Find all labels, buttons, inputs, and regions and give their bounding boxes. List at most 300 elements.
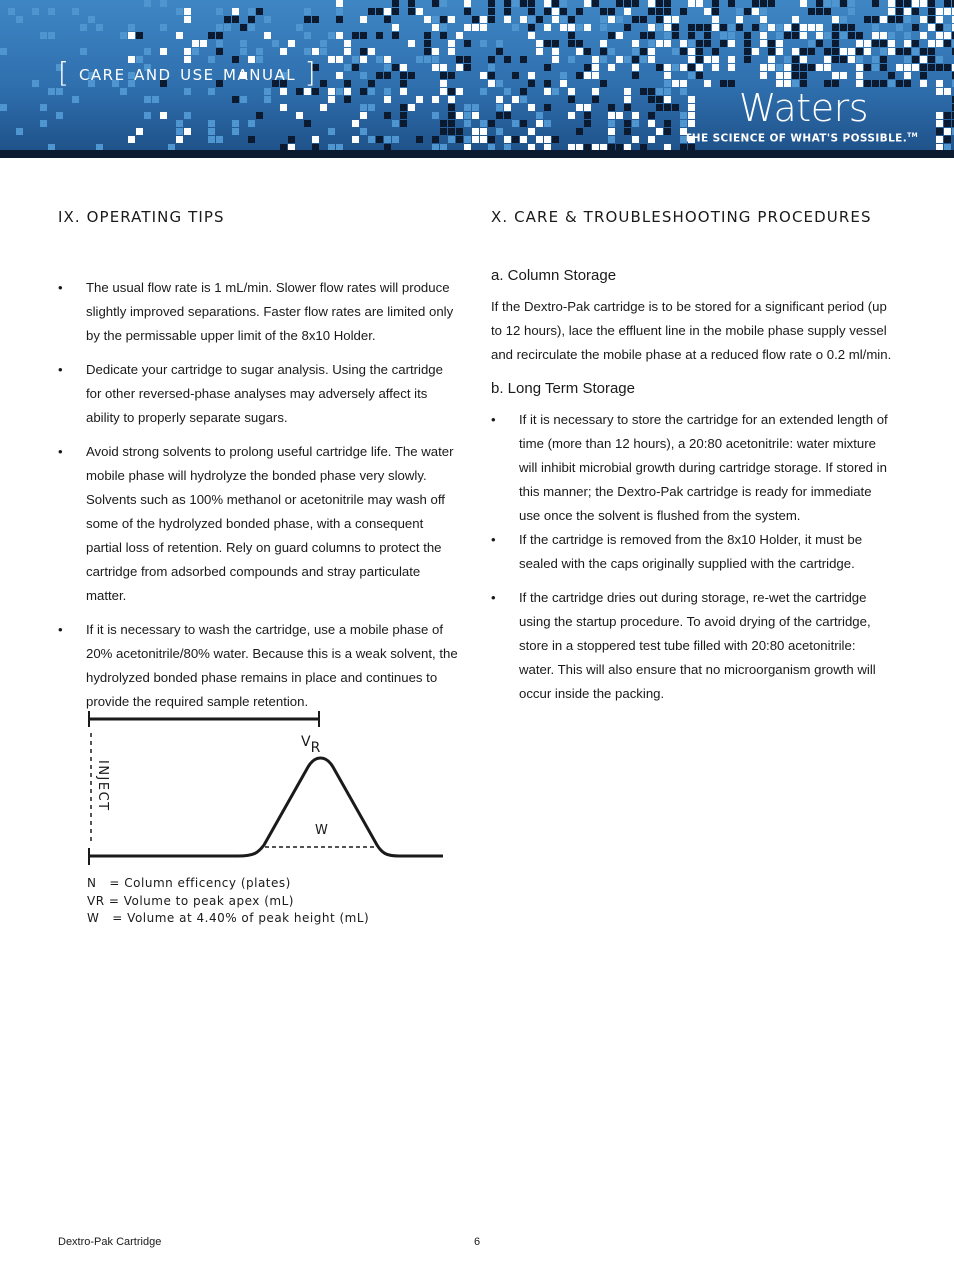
pixel-square [520,88,527,95]
pixel-square [616,0,623,7]
pixel-square [560,0,567,7]
pixel-square [384,72,391,79]
pixel-square [792,32,799,39]
pixel-square [568,24,575,31]
pixel-square [464,0,471,7]
pixel-square [480,40,487,47]
pixel-square [688,72,695,79]
pixel-square [664,16,671,23]
pixel-square [544,64,551,71]
pixel-square [672,64,679,71]
pixel-square [440,144,447,151]
pixel-square [936,16,943,23]
pixel-square [32,80,39,87]
pixel-square [344,48,351,55]
pixel-square [528,0,535,7]
pixel-square [688,24,695,31]
pixel-square [136,32,143,39]
pixel-square [432,16,439,23]
pixel-square [888,0,895,7]
pixel-square [752,24,759,31]
pixel-square [360,128,367,135]
pixel-square [360,104,367,111]
pixel-square [688,96,695,103]
pixel-square [688,48,695,55]
pixel-square [760,8,767,15]
pixel-square [488,0,495,7]
pixel-square [824,48,831,55]
pixel-square [704,24,711,31]
pixel-square [352,56,359,63]
pixel-square [528,128,535,135]
pixel-square [856,40,863,47]
pixel-square [912,8,919,15]
pixel-square [224,16,231,23]
pixel-square [768,24,775,31]
pixel-square [656,104,663,111]
pixel-square [424,32,431,39]
pixel-square [656,128,663,135]
pixel-square [632,48,639,55]
pixel-square [432,24,439,31]
pixel-square [816,24,823,31]
pixel-square [184,128,191,135]
pixel-square [720,32,727,39]
pixel-square [392,24,399,31]
pixel-square [728,24,735,31]
pixel-square [528,80,535,87]
pixel-square [480,16,487,23]
pixel-square [752,0,759,7]
pixel-square [616,144,623,151]
pixel-square [600,40,607,47]
pixel-square [216,24,223,31]
pixel-square [920,80,927,87]
pixel-square [496,40,503,47]
pixel-square [200,40,207,47]
pixel-square [496,48,503,55]
pixel-square [560,24,567,31]
pixel-square [472,24,479,31]
pixel-square [720,24,727,31]
pixel-square [944,120,951,127]
pixel-square [944,24,951,31]
pixel-square [912,24,919,31]
pixel-square [160,48,167,55]
pixel-square [232,120,239,127]
pixel-square [720,40,727,47]
pixel-square [528,72,535,79]
pixel-square [528,144,535,151]
pixel-square [664,32,671,39]
pixel-square [504,104,511,111]
pixel-square [896,48,903,55]
pixel-square [448,16,455,23]
pixel-square [928,16,935,23]
pixel-square [824,8,831,15]
pixel-square [440,16,447,23]
pixel-square [944,128,951,135]
pixel-square [800,24,807,31]
pixel-square [408,40,415,47]
pixel-square [848,32,855,39]
pixel-square [928,48,935,55]
operating-tips-heading: IX. OPERATING TIPS [58,208,225,226]
pixel-square [832,24,839,31]
pixel-square [216,8,223,15]
pixel-square [304,8,311,15]
pixel-square [736,24,743,31]
pixel-square [896,64,903,71]
pixel-square [648,112,655,119]
pixel-square [528,24,535,31]
pixel-square [752,48,759,55]
pixel-square [416,136,423,143]
pixel-square [648,40,655,47]
pixel-square [448,96,455,103]
pixel-square [760,0,767,7]
pixel-square [712,24,719,31]
pixel-square [832,40,839,47]
pixel-square [536,48,543,55]
pixel-square [864,48,871,55]
pixel-square [336,16,343,23]
pixel-square [336,144,343,151]
pixel-square [368,104,375,111]
pixel-square [912,48,919,55]
pixel-square [416,96,423,103]
pixel-square [368,80,375,87]
pixel-square [776,48,783,55]
pixel-square [40,120,47,127]
pixel-square [664,40,671,47]
pixel-square [456,128,463,135]
pixel-square [432,96,439,103]
pixel-square [456,88,463,95]
pixel-square [480,128,487,135]
pixel-square [392,32,399,39]
pixel-square [536,40,543,47]
pixel-square [472,128,479,135]
pixel-square [728,40,735,47]
pixel-square [456,112,463,119]
pixel-square [360,56,367,63]
pixel-square [808,8,815,15]
pixel-square [872,24,879,31]
pixel-square [936,80,943,87]
pixel-square [680,88,687,95]
pixel-square [616,32,623,39]
pixel-square [176,120,183,127]
pixel-square [440,0,447,7]
pixel-square [400,112,407,119]
pixel-square [800,72,807,79]
pixel-square [544,0,551,7]
pixel-square [784,72,791,79]
pixel-square [776,40,783,47]
long-term-storage-heading: b. Long Term Storage [491,380,635,397]
pixel-square [384,64,391,71]
pixel-square [680,144,687,151]
pixel-square [128,136,135,143]
pixel-square [680,112,687,119]
pixel-square [688,40,695,47]
pixel-square [384,96,391,103]
header-banner [0,0,954,158]
pixel-square [144,0,151,7]
pixel-square [592,96,599,103]
footer-product: Dextro-Pak Cartridge [58,1236,162,1248]
pixel-square [448,104,455,111]
pixel-square [784,24,791,31]
pixel-square [632,112,639,119]
pixel-square [440,64,447,71]
pixel-square [344,88,351,95]
pixel-square [376,72,383,79]
pixel-square [320,104,327,111]
pixel-square [784,56,791,63]
pixel-square [640,56,647,63]
pixel-square [896,8,903,15]
pixel-square [496,128,503,135]
pixel-square [776,32,783,39]
pixel-square [464,112,471,119]
pixel-square [904,64,911,71]
pixel-square [512,72,519,79]
pixel-square [480,136,487,143]
pixel-square [320,80,327,87]
pixel-square [592,144,599,151]
peak-diagram [86,705,456,870]
pixel-square [864,64,871,71]
pixel-square [248,8,255,15]
pixel-square [600,24,607,31]
pixel-square [728,32,735,39]
pixel-square [632,16,639,23]
pixel-square [96,144,103,151]
pixel-square [552,16,559,23]
pixel-square [672,104,679,111]
column-storage-heading: a. Column Storage [491,267,617,284]
pixel-square [520,16,527,23]
pixel-square [688,0,695,7]
pixel-square [872,40,879,47]
pixel-square [728,64,735,71]
pixel-square [552,0,559,7]
pixel-square [632,40,639,47]
pixel-square [464,40,471,47]
vr-label: VR [301,734,321,756]
pixel-square [352,32,359,39]
pixel-square [744,48,751,55]
pixel-square [328,128,335,135]
pixel-square [904,40,911,47]
pixel-square [536,136,543,143]
column-storage-text: If the Dextro-Pak cartridge is to be stored for a significant period (up to 12 hours), lace the effluent line in the mobile phase supply vessel and recirculate the mobile phase at a reduced flow rate o 0.2 ml/min. [491,299,892,362]
pixel-square [664,64,671,71]
pixel-square [624,88,631,95]
pixel-square [304,48,311,55]
pixel-square [456,56,463,63]
pixel-square [880,64,887,71]
pixel-square [504,136,511,143]
pixel-square [920,48,927,55]
pixel-square [248,24,255,31]
tagline: THE SCIENCE OF WHAT'S POSSIBLE.™ [684,132,918,145]
pixel-square [936,24,943,31]
legend-item: W = Volume at 4.40% of peak height (mL) [87,911,370,925]
pixel-square [152,96,159,103]
pixel-square [248,120,255,127]
pixel-square [440,32,447,39]
pixel-square [472,136,479,143]
pixel-square [488,120,495,127]
pixel-square [792,16,799,23]
pixel-square [672,48,679,55]
pixel-square [800,0,807,7]
pixel-square [552,136,559,143]
pixel-square [592,0,599,7]
pixel-square [600,56,607,63]
pixel-square [776,24,783,31]
pixel-square [760,16,767,23]
pixel-square [328,144,335,151]
pixel-square [40,32,47,39]
pixel-square [480,120,487,127]
pixel-square [744,40,751,47]
pixel-square [256,8,263,15]
pixel-square [160,0,167,7]
pixel-square [264,96,271,103]
pixel-square [496,112,503,119]
pixel-square [592,88,599,95]
pixel-square [360,112,367,119]
pixel-square [728,56,735,63]
pixel-square [616,112,623,119]
pixel-square [624,0,631,7]
pixel-square [440,72,447,79]
pixel-square [832,0,839,7]
pixel-square [352,64,359,71]
pixel-square [640,16,647,23]
pixel-square [896,80,903,87]
pixel-square [160,24,167,31]
pixel-square [712,48,719,55]
pixel-square [600,8,607,15]
legend-item: N = Column efficency (plates) [87,876,291,890]
pixel-square [480,24,487,31]
pixel-square [888,72,895,79]
pixel-square [904,32,911,39]
pixel-square [808,24,815,31]
pixel-square [944,136,951,143]
pixel-square [584,120,591,127]
pixel-square [712,0,719,7]
pixel-square [848,24,855,31]
pixel-square [16,128,23,135]
pixel-square [240,40,247,47]
pixel-square [296,88,303,95]
list-item: • If it is necessary to store the cartridge for an extended length of time (more than 12 hours), a 20:80 acetonitrile: water mixture will inhibit microbial growth during cartridge storage. If stored in this manner; the Dextro-Pak cartridge is ready for immediate use once the solvent is flushed from the system. [491,408,893,528]
pixel-square [344,40,351,47]
pixel-square [208,120,215,127]
pixel-square [424,40,431,47]
pixel-square [304,16,311,23]
pixel-square [408,0,415,7]
pixel-square [632,136,639,143]
pixel-square [704,80,711,87]
w-label: W [315,823,328,838]
pixel-square [568,112,575,119]
pixel-square [904,72,911,79]
pixel-square [672,16,679,23]
pixel-square [448,112,455,119]
pixel-square [472,104,479,111]
pixel-square [296,24,303,31]
pixel-square [488,64,495,71]
pixel-square [336,0,343,7]
pixel-square [520,0,527,7]
pixel-square [512,136,519,143]
pixel-square [376,136,383,143]
pixel-square [488,56,495,63]
pixel-square [160,112,167,119]
pixel-square [648,8,655,15]
pixel-square [240,24,247,31]
pixel-square [336,56,343,63]
pixel-square [584,64,591,71]
pixel-square [304,120,311,127]
pixel-square [776,72,783,79]
pixel-square [808,40,815,47]
pixel-square [688,56,695,63]
pixel-square [856,32,863,39]
pixel-square [264,32,271,39]
pixel-square [928,64,935,71]
pixel-square [56,112,63,119]
pixel-square [376,8,383,15]
pixel-square [216,40,223,47]
pixel-square [632,64,639,71]
pixel-square [912,56,919,63]
pixel-square [520,56,527,63]
pixel-square [560,8,567,15]
pixel-square [688,32,695,39]
peak-curve [89,758,443,856]
pixel-square [408,8,415,15]
diagram-legend [87,875,369,928]
pixel-square [568,144,575,151]
pixel-square [616,56,623,63]
pixel-square [664,24,671,31]
pixel-square [56,88,63,95]
pixel-square [800,56,807,63]
operating-tips-list [58,276,462,714]
pixel-square [816,0,823,7]
pixel-square [912,64,919,71]
pixel-square [440,88,447,95]
pixel-square [208,128,215,135]
pixel-square [144,48,151,55]
pixel-square [576,72,583,79]
pixel-square [816,32,823,39]
pixel-square [608,112,615,119]
banner-bottom-band [0,150,954,158]
pixel-square [576,40,583,47]
pixel-square [704,8,711,15]
pixel-square [432,56,439,63]
pixel-square [584,112,591,119]
